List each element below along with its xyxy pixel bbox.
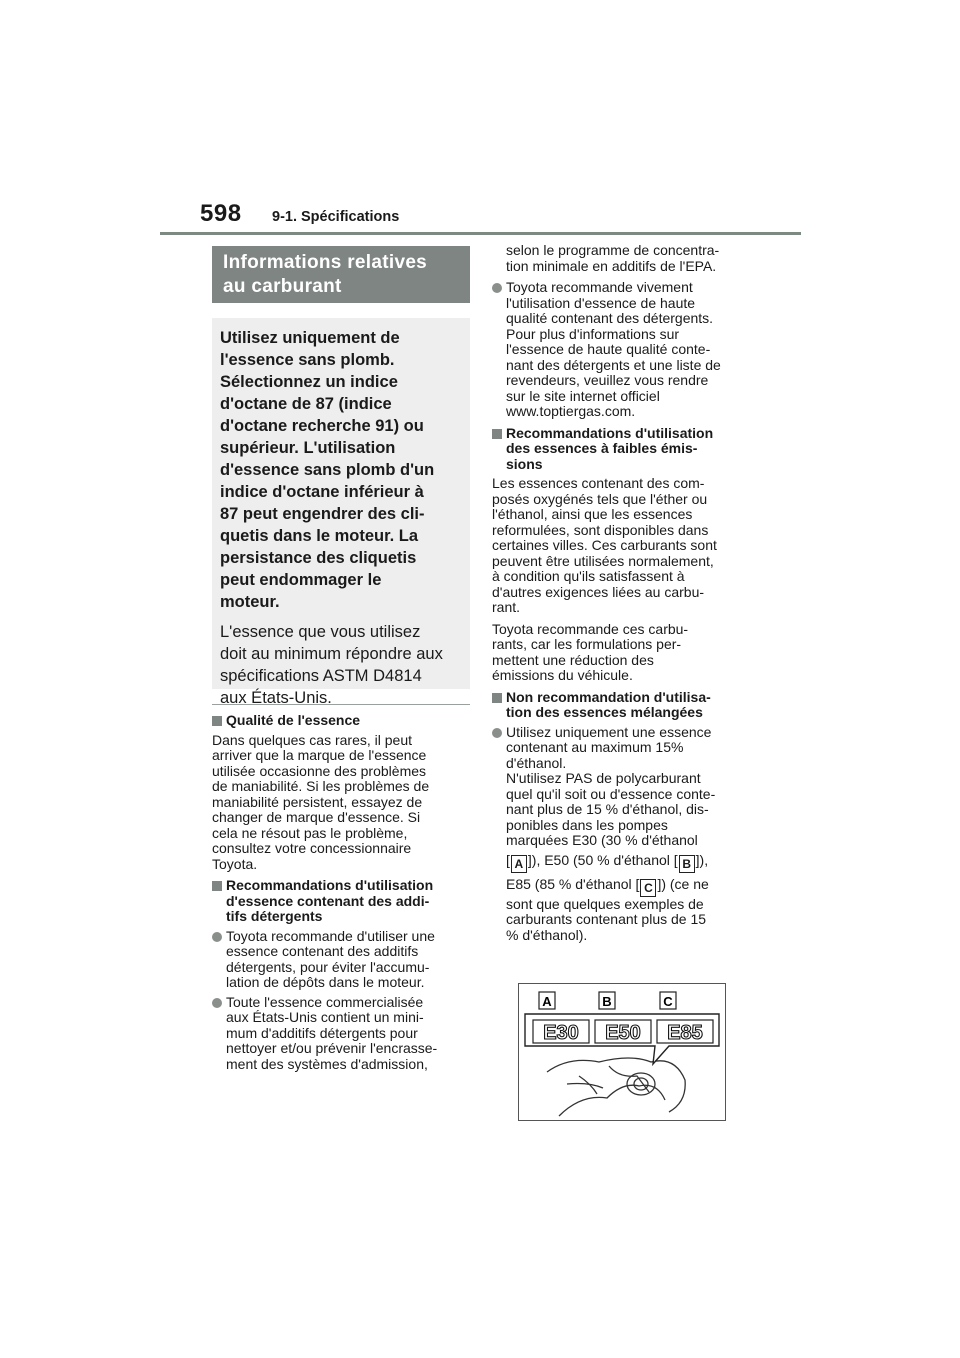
text-line: quetis dans le moteur. La — [220, 527, 419, 545]
text-line: l'essence de haute qualité conte- — [506, 341, 711, 357]
low-emission-paragraph — [492, 476, 754, 616]
text-line: des essences à faibles émis- — [506, 440, 698, 456]
text-line: Toute l'essence commercialisée — [226, 993, 424, 1010]
text-line: arriver que la marque de l'essence — [212, 747, 427, 763]
text-line: Sélectionnez un indice — [220, 373, 398, 391]
heading-low-emission — [492, 426, 754, 473]
text-line: Toyota. — [212, 855, 258, 872]
text-line: mum d'additifs détergents pour — [226, 1024, 418, 1041]
label-b: B — [602, 994, 612, 1009]
sticker-e85: E85 — [667, 1022, 703, 1044]
heading-square-icon — [212, 881, 222, 891]
ethanol-tag-line-1: [ A ]), E50 (50 % d'éthanol [ B ]), — [506, 851, 709, 871]
header-divider — [160, 232, 801, 235]
bullet-circle-icon — [492, 283, 502, 293]
heading-square-icon — [212, 716, 222, 726]
text-line: l'utilisation d'essence de haute — [506, 294, 696, 311]
text-line: sions — [506, 455, 543, 472]
bullet-detergent-2 — [212, 995, 470, 1073]
text-line: Utilisez uniquement de — [220, 329, 400, 347]
text-line: d'essence sans plomb d'un — [220, 461, 435, 479]
text-line: sont que quelques exemples de — [506, 895, 704, 912]
ethanol-tag-line-2: E85 (85 % d'éthanol [ C ]) (ce ne — [506, 875, 709, 895]
text-line: www.toptiergas.com. — [506, 403, 636, 419]
text-line: selon le programme de concentra- — [506, 242, 720, 258]
text-line: posés oxygénés tels que l'éther ou — [492, 490, 708, 507]
text-line: nant des détergents et une liste de — [506, 356, 721, 373]
label-a: A — [542, 994, 552, 1009]
toyota-recommends-paragraph — [492, 622, 754, 684]
sticker-e30: E30 — [543, 1022, 579, 1044]
text-line: Toyota recommande ces carbu- — [492, 620, 689, 637]
text-line: l'essence sans plomb. — [220, 351, 395, 369]
text-line: peut endommager le — [220, 571, 382, 589]
heading-square-icon — [492, 693, 502, 703]
text-line: d'essence contenant des addi- — [226, 892, 430, 909]
text-line: changer de marque d'essence. Si — [212, 809, 421, 825]
text-line: Recommandations d'utilisation — [506, 424, 714, 441]
bullet-detergent-1 — [212, 929, 470, 991]
text-line: tifs détergents — [226, 908, 323, 924]
text-line: maniabilité persistent, essayez de — [212, 793, 423, 810]
text-line: mettent une réduction des — [492, 651, 654, 668]
bullet-circle-icon — [212, 998, 222, 1008]
notice-normal-text — [220, 621, 458, 709]
text-line: tion minimale en additifs de l'EPA. — [506, 257, 717, 274]
bullet-top-tier — [492, 280, 754, 420]
text-line: L'essence que vous utilisez — [220, 623, 421, 641]
text-line: nettoyer et/ou prévenir l'encrasse- — [226, 1040, 438, 1056]
text-line: persistance des cliquetis — [220, 549, 417, 567]
text-line: lation de dépôts dans le moteur. — [226, 974, 425, 990]
text-line: Utilisez uniquement une essence — [506, 723, 712, 740]
text-line: contenant au maximum 15% — [506, 739, 684, 755]
text-line: d'octane recherche 91) ou — [220, 417, 424, 435]
text-line: d'éthanol. — [506, 754, 567, 771]
text-line: reformulées, sont disponibles dans — [492, 521, 709, 538]
text-line: doit au minimum répondre aux — [220, 645, 443, 663]
fuel-notice-box — [212, 318, 470, 707]
text-line: % d'éthanol). — [506, 926, 588, 943]
figure-ref-b: B — [679, 855, 695, 873]
text-line: consultez votre concessionnaire — [212, 840, 412, 856]
figure-ref-a: A — [511, 855, 527, 873]
text-line: Toyota recommande d'utiliser une — [226, 927, 435, 944]
text-line: 87 peut engendrer des cli- — [220, 505, 425, 523]
text-line: supérieur. L'utilisation — [220, 439, 396, 457]
text-line: sur le site internet officiel — [506, 387, 660, 404]
text-line: Les essences contenant des com- — [492, 475, 705, 491]
notice-bold-text — [220, 327, 458, 613]
text-line: rant. — [492, 599, 521, 615]
text-line: quel qu'il soit ou d'essence conte- — [506, 785, 716, 802]
text-line: détergents, pour éviter l'accumu- — [226, 958, 430, 975]
bullet-ethanol-limit — [492, 725, 754, 944]
text-line: N'utilisez PAS de polycarburant — [506, 770, 701, 786]
text-line: Dans quelques cas rares, il peut — [212, 731, 412, 748]
text-line: d'autres exigences liées au carbu- — [492, 583, 705, 600]
text-line: Pour plus d'informations sur — [506, 325, 680, 342]
text-line: ponibles dans les pompes — [506, 816, 668, 833]
text-line: aux États-Unis. — [220, 689, 332, 707]
text-line: essence contenant des additifs — [226, 943, 419, 959]
text-line: spécifications ASTM D4814 — [220, 667, 422, 685]
text-line: émissions du véhicule. — [492, 667, 633, 683]
text-line: à condition qu'ils satisfassent à — [492, 568, 685, 584]
heading-square-icon — [492, 429, 502, 439]
page-number: 598 — [200, 200, 242, 227]
text-line: peuvent être utilisées normalement, — [492, 552, 714, 569]
text-line: carburants contenant plus de 15 — [506, 911, 707, 927]
heading-fuel-quality: Qualité de l'essence — [212, 713, 470, 729]
text-line: nant plus de 15 % d'éthanol, dis- — [506, 801, 709, 817]
text-line: marquées E30 (30 % d'éthanol — [506, 832, 698, 848]
sticker-e50: E50 — [605, 1022, 641, 1044]
text-line: moteur. — [220, 593, 280, 611]
figure-ref-c: C — [640, 879, 656, 897]
banner-line-2: au carburant — [223, 276, 342, 297]
nozzle-drawing — [547, 1058, 685, 1116]
text-line: utilisée occasionne des problèmes — [212, 762, 427, 779]
bullet-circle-icon — [212, 932, 222, 942]
text-line: Non recommandation d'utilisa- — [506, 688, 711, 705]
text-line: ment des systèmes d'admission, — [226, 1055, 428, 1072]
section-title: 9-1. Spécifications — [272, 209, 400, 225]
banner-line-1: Informations relatives — [223, 252, 428, 273]
left-column — [212, 246, 470, 1072]
text-line: Recommandations d'utilisation — [226, 877, 434, 893]
text-line: revendeurs, veuillez vous rendre — [506, 372, 709, 388]
fuel-pump-illustration — [518, 983, 726, 1121]
text-line: d'octane de 87 (indice — [220, 395, 392, 413]
text-line: rants, car les formulations per- — [492, 636, 682, 652]
section-banner — [212, 246, 470, 303]
text-line: certaines villes. Ces carburants sont — [492, 537, 717, 553]
text-line: qualité contenant des détergents. — [506, 310, 714, 326]
label-c: C — [663, 994, 673, 1009]
text-line: indice d'octane inférieur à — [220, 483, 424, 501]
text-line: Toyota recommande vivement — [506, 279, 693, 295]
heading-detergent-recommendation — [212, 878, 470, 925]
fuel-quality-paragraph — [212, 733, 470, 873]
fuel-illustration-svg — [519, 984, 725, 1120]
text-line: tion des essences mélangées — [506, 704, 703, 720]
text-line: l'éthanol, ainsi que les essences — [492, 506, 693, 522]
text-line: aux États-Unis contient un mini- — [226, 1009, 424, 1025]
text-line: de maniabilité. Si les problèmes de — [212, 778, 430, 794]
heading-blended-fuel — [492, 690, 754, 721]
text-line: cela ne résout pas le problème, — [212, 824, 408, 841]
right-column — [492, 243, 754, 943]
bullet-circle-icon — [492, 728, 502, 738]
continued-paragraph — [492, 243, 754, 274]
